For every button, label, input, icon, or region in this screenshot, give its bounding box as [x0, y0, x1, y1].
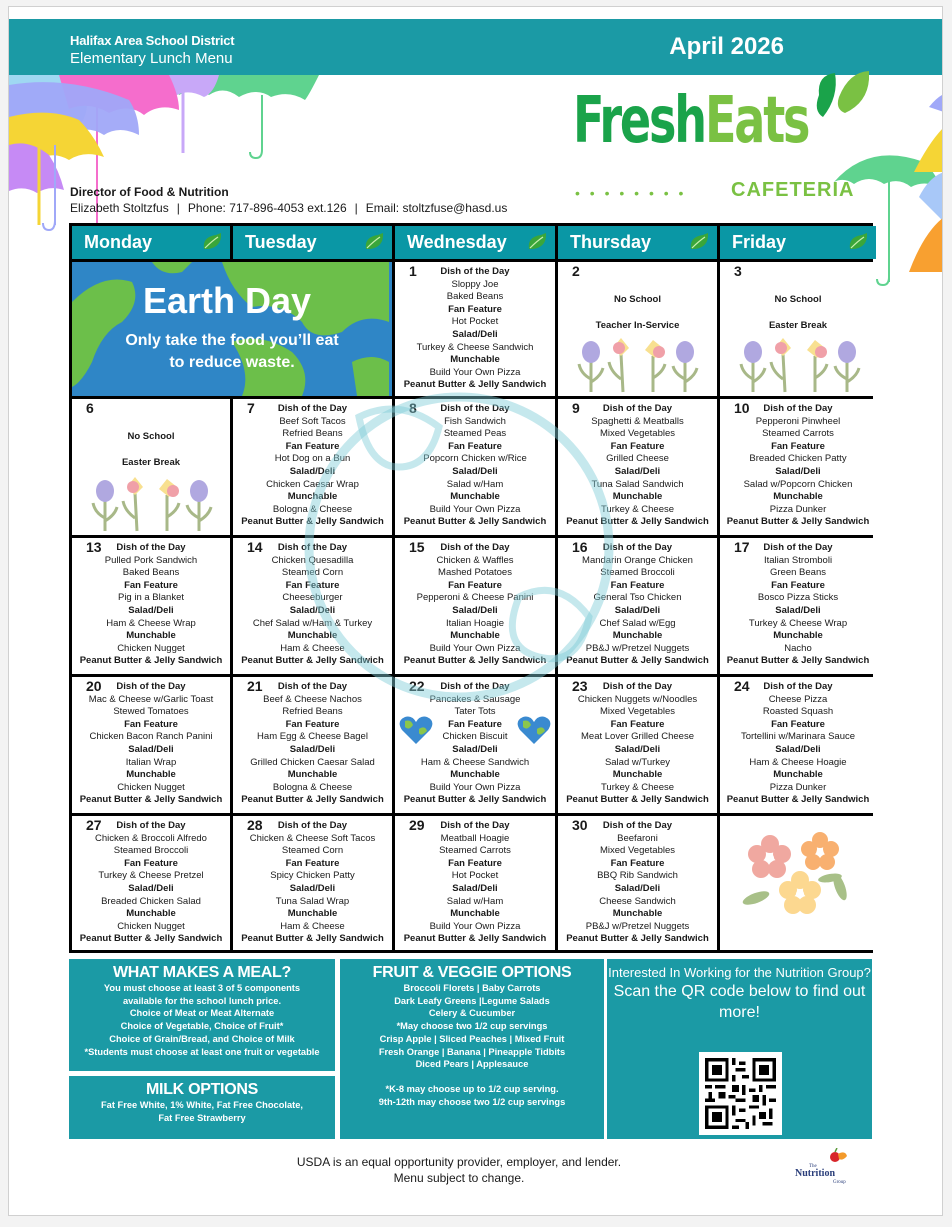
calendar-day-16: 16 Dish of the Day Mandarin Orange Chicken Steamed Broccoli Fan Feature General Tso Chicken Salad/Deli Chef Salad w/Egg Munchable PB&J w/Pretzel Nuggets Peanut Butter & Jelly Sandwich	[558, 538, 717, 674]
logo-dots: • • • • • • • •	[575, 185, 687, 201]
what-makes-a-meal-panel: WHAT MAKES A MEAL? You must choose at least 3 of 5 components available for the school lunch price. Choice of Meat or Meat Alternate Choice of Vegetable, Choice of Fruit* Choice of Grain/Bread, and Choice of Milk *Students must choose at least one fruit or vegetable	[69, 959, 335, 1071]
director-title: Director of Food & Nutrition	[70, 185, 229, 199]
calendar-day-1: 1 Dish of the Day Sloppy Joe Baked Beans Fan Feature Hot Pocket Salad/Deli Turkey & Cheese Sandwich Munchable Build Your Own Pizza Peanut Butter & Jelly Sandwich	[395, 262, 555, 396]
earth-heart-icon	[399, 715, 433, 745]
svg-text:The: The	[809, 1164, 817, 1169]
fresh-eats-logo	[569, 67, 855, 202]
calendar-day-10: 10 Dish of the Day Pepperoni Pinwheel Steamed Carrots Fan Feature Breaded Chicken Patty Salad/Deli Salad w/Popcorn Chicken Munchable Pizza Dunker Peanut Butter & Jelly Sandwich	[720, 399, 876, 535]
calendar-day-28: 28 Dish of the Day Chicken & Cheese Soft Tacos Steamed Corn Fan Feature Spicy Chicken Patty Salad/Deli Tuna Salad Wrap Munchable Ham & Cheese Peanut Butter & Jelly Sandwich	[233, 816, 392, 950]
day-header-friday: Friday	[720, 226, 876, 259]
leaf-icon	[364, 233, 384, 251]
calendar-day-21: 21 Dish of the Day Beef & Cheese Nachos Refried Beans Fan Feature Ham Egg & Cheese Bagel Salad/Deli Grilled Chicken Caesar Salad Munchable Bologna & Cheese Peanut Butter & Jelly Sandwich	[233, 677, 392, 813]
calendar-day-27: 27 Dish of the Day Chicken & Broccoli Alfredo Steamed Broccoli Fan Feature Turkey & Cheese Pretzel Salad/Deli Breaded Chicken Salad Munchable Chicken Nugget Peanut Butter & Jelly Sandwich	[72, 816, 230, 950]
calendar-empty-cell	[720, 816, 876, 950]
phone-number: Phone: 717-896-4053 ext.126	[187, 201, 347, 215]
job-cta: Scan the QR code below to find out more!	[613, 983, 866, 1021]
district-name: Halifax Area School District	[70, 33, 235, 48]
director-name: Elizabeth Stoltzfus	[70, 201, 169, 215]
flowers-icon	[87, 473, 217, 533]
calendar-day-13: 13 Dish of the Day Pulled Pork Sandwich Baked Beans Fan Feature Pig in a Blanket Salad/Deli Ham & Cheese Wrap Munchable Chicken Nugget Peanut Butter & Jelly Sandwich	[72, 538, 230, 674]
leaf-icon	[527, 233, 547, 251]
calendar-day-14: 14 Dish of the Day Chicken Quesadilla Steamed Corn Fan Feature Cheeseburger Salad/Deli Chef Salad w/Ham & Turkey Munchable Ham & Cheese Peanut Butter & Jelly Sandwich	[233, 538, 392, 674]
meal-panel-title: WHAT MAKES A MEAL?	[113, 964, 291, 981]
footer-disclaimer: USDA is an equal opportunity provider, employer, and lender. Menu subject to change.	[296, 1155, 622, 1185]
svg-text:Group: Group	[833, 1180, 846, 1185]
nutrition-group-logo	[791, 1148, 851, 1188]
day-header-wednesday: Wednesday	[395, 226, 555, 259]
calendar-day-30: 30 Dish of the Day Beefaroni Mixed Vegetables Fan Feature BBQ Rib Sandwich Salad/Deli Cheese Sandwich Munchable PB&J w/Pretzel Nuggets Peanut Butter & Jelly Sandwich	[558, 816, 717, 950]
calendar-day-24: 24 Dish of the Day Cheese Pizza Roasted Squash Fan Feature Tortellini w/Marinara Sauce Salad/Deli Ham & Cheese Hoagie Munchable Pizza Dunker Peanut Butter & Jelly Sandwich	[720, 677, 876, 813]
email-link[interactable]: Email: stoltzfuse@hasd.us	[365, 201, 508, 215]
fruit-veggie-panel: FRUIT & VEGGIE OPTIONS Broccoli Florets | Baby Carrots Dark Leafy Greens |Legume Salads Celery & Cucumber *May choose two 1/2 cup servings Crisp Apple | Sliced Peaches | Mixed Fruit Fresh Orange | Banana | Pineapple Tidbits Diced Pears | Applesauce *K-8 may choose up to 1/2 cup serving. 9th-12th may choose two 1/2 cup servings	[340, 959, 604, 1139]
menu-calendar	[69, 223, 873, 953]
month-title: April 2026	[669, 33, 784, 60]
calendar-day-6: 6 No School Easter Break	[72, 399, 230, 535]
job-question: Interested In Working for the Nutrition Group?	[608, 965, 871, 980]
fruit-panel-title: FRUIT & VEGGIE OPTIONS	[372, 964, 572, 981]
leaf-icon	[689, 233, 709, 251]
logo-text: FreshEats	[573, 84, 809, 158]
calendar-day-8: 8 Dish of the Day Fish Sandwich Steamed Peas Fan Feature Popcorn Chicken w/Rice Salad/Deli Salad w/Ham Munchable Build Your Own Pizza Peanut Butter & Jelly Sandwich	[395, 399, 555, 535]
calendar-day-9: 9 Dish of the Day Spaghetti & Meatballs Mixed Vegetables Fan Feature Grilled Cheese Salad/Deli Tuna Salad Sandwich Munchable Turkey & Cheese Peanut Butter & Jelly Sandwich	[558, 399, 717, 535]
logo-subtitle: CAFETERIA	[731, 179, 855, 201]
milk-options-panel: MILK OPTIONS Fat Free White, 1% White, Fat Free Chocolate, Fat Free Strawberry	[69, 1076, 335, 1139]
day-header-tuesday: Tuesday	[233, 226, 392, 259]
earth-heart-icon	[517, 715, 551, 745]
day-header-thursday: Thursday	[558, 226, 717, 259]
earth-day-banner	[72, 262, 392, 396]
job-opportunity-panel	[607, 959, 872, 1139]
calendar-day-22: 22 Dish of the Day Pancakes & Sausage Tater Tots Fan Feature Chicken Biscuit Salad/Deli Ham & Cheese Sandwich Munchable Build Your Own Pizza Peanut Butter & Jelly Sandwich	[395, 677, 555, 813]
calendar-day-29: 29 Dish of the Day Meatball Hoagie Steamed Carrots Fan Feature Hot Pocket Salad/Deli Salad w/Ham Munchable Build Your Own Pizza Peanut Butter & Jelly Sandwich	[395, 816, 555, 950]
earth-day-title: Earth Day	[142, 280, 312, 321]
calendar-day-17: 17 Dish of the Day Italian Stromboli Green Beans Fan Feature Bosco Pizza Sticks Salad/Deli Turkey & Cheese Wrap Munchable Nacho Peanut Butter & Jelly Sandwich	[720, 538, 876, 674]
svg-text:Nutrition: Nutrition	[795, 1168, 835, 1179]
nutrition-group-logo-icon	[791, 1148, 851, 1188]
calendar-day-20: 20 Dish of the Day Mac & Cheese w/Garlic Toast Stewed Tomatoes Fan Feature Chicken Bacon Ranch Panini Salad/Deli Italian Wrap Munchable Chicken Nugget Peanut Butter & Jelly Sandwich	[72, 677, 230, 813]
contact-line: Elizabeth Stoltzfus | Phone: 717-896-4053 ext.126 | Email: stoltzfuse@hasd.us	[70, 201, 508, 215]
leaf-icon	[848, 233, 868, 251]
milk-panel-title: MILK OPTIONS	[146, 1081, 258, 1098]
leaf-icon	[809, 67, 869, 127]
qr-code[interactable]	[699, 1052, 782, 1135]
earth-day-message: Only take the food you’ll eat to reduce waste.	[125, 332, 339, 371]
menu-title: Elementary Lunch Menu	[70, 50, 233, 67]
calendar-day-3: 3 No School Easter Break	[720, 262, 876, 396]
leaf-icon	[202, 233, 222, 251]
calendar-day-7: 7 Dish of the Day Beef Soft Tacos Refried Beans Fan Feature Hot Dog on a Bun Salad/Deli Chicken Caesar Wrap Munchable Bologna & Cheese Peanut Butter & Jelly Sandwich	[233, 399, 392, 535]
qr-code-icon	[705, 1058, 776, 1129]
flowers-icon	[742, 832, 852, 932]
menu-page	[8, 6, 943, 1216]
calendar-day-23: 23 Dish of the Day Chicken Nuggets w/Noodles Mixed Vegetables Fan Feature Meat Lover Grilled Cheese Salad/Deli Salad w/Turkey Munchable Turkey & Cheese Peanut Butter & Jelly Sandwich	[558, 677, 717, 813]
flowers-icon	[573, 334, 703, 394]
day-header-monday: Monday	[72, 226, 230, 259]
flowers-icon	[735, 334, 865, 394]
calendar-day-2: 2 No School Teacher In-Service	[558, 262, 717, 396]
calendar-day-15: 15 Dish of the Day Chicken & Waffles Mashed Potatoes Fan Feature Pepperoni & Cheese Panini Salad/Deli Italian Hoagie Munchable Build Your Own Pizza Peanut Butter & Jelly Sandwich	[395, 538, 555, 674]
